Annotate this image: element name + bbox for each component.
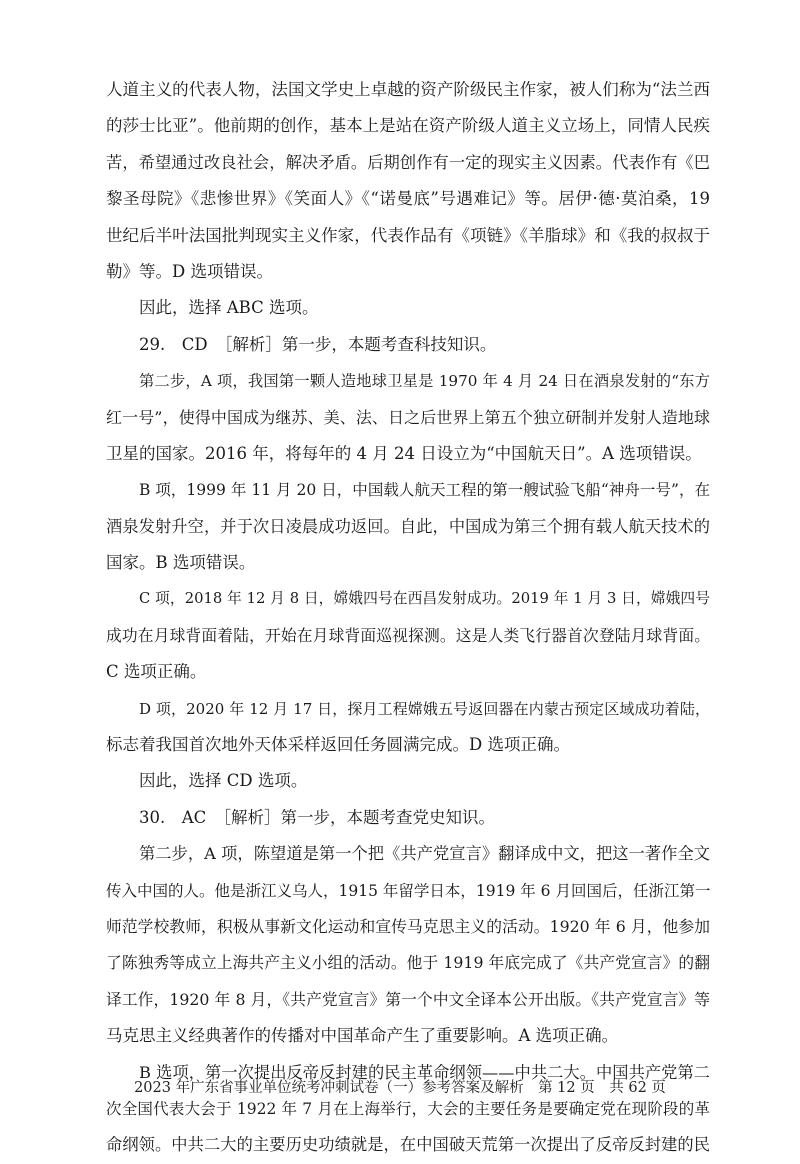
text-line: 传入中国的人。他是浙江义乌人，1915 年留学日本，1919 年 6 月回国后，任浙江第一: [106, 881, 711, 900]
text-line: B 选项，第一次提出反帝反封建的民主革命纲领——中共二大。中国共产党第二: [139, 1062, 710, 1082]
text-line: 了陈独秀等成立上海共产主义小组的活动。他于 1919 年底完成了《共产党宣言》的翻: [106, 953, 710, 973]
text-line: 命纲领。中共二大的主要历史功绩就是，在中国破天荒第一次提出了反帝反封建的民: [106, 1135, 710, 1155]
text-line: B 项，1999 年 11 月 20 日，中国载人航天工程的第一艘试验飞船“神舟一号”，在: [139, 481, 710, 500]
text-line: 译工作，1920 年 8 月，《共产党宣言》第一个中文全译本公开出版。《共产党宣言》等: [106, 989, 710, 1009]
text-line: 标志着我国首次地外天体采样返回任务圆满完成。D 选项正确。: [106, 735, 570, 755]
answer-explanation-text: [106, 72, 710, 1164]
text-line: 勒》等。D 选项错误。: [106, 261, 273, 281]
text-line: 人道主义的代表人物，法国文学史上卓越的资产阶级民主作家，被人们称为“法兰西: [106, 80, 710, 99]
text-line: 的莎士比亚”。他前期的创作，基本上是站在资产阶级人道主义立场上，同情人民疾: [106, 116, 710, 136]
text-line: 第二步，A 项，陈望道是第一个把《共产党宣言》翻译成中文，把这一著作全文: [139, 844, 710, 864]
text-line: 成功在月球背面着陆，开始在月球背面巡视探测。这是人类飞行器首次登陆月球背面。: [106, 625, 710, 645]
text-line: 30. AC ［解析］第一步，本题考查党史知识。: [139, 807, 496, 827]
text-line: 酒泉发射升空，并于次日凌晨成功返回。自此，中国成为第三个拥有载人航天技术的: [106, 516, 710, 536]
text-line: 国家。B 选项错误。: [106, 553, 256, 573]
text-line: 黎圣母院》《悲惨世界》《笑面人》《“诺曼底”号遇难记》等。居伊·德·莫泊桑，19: [106, 189, 710, 209]
text-line: 马克思主义经典著作的传播对中国革命产生了重要影响。A 选项正确。: [106, 1026, 619, 1046]
text-line: 29. CD ［解析］第一步，本题考查科技知识。: [139, 334, 497, 354]
text-line: C 选项正确。: [106, 662, 207, 682]
text-line: 红一号”，使得中国成为继苏、美、法、日之后世界上第五个独立研制并发射人造地球: [106, 407, 710, 427]
text-line: 师范学校教师，积极从事新文化运动和宣传马克思主义的活动。1920 年 6 月，他参加: [106, 916, 710, 936]
text-line: 卫星的国家。2016 年，将每年的 4 月 24 日设立为“中国航天日”。A 选项错误。: [106, 443, 702, 463]
text-line: 第二步，A 项，我国第一颗人造地球卫星是 1970 年 4 月 24 日在酒泉发射的“东方: [139, 372, 710, 391]
text-line: 因此，选择 CD 选项。: [139, 771, 308, 791]
page-footer: 2023 年广东省事业单位统考冲刺试卷（一）参考答案及解析 第 12 页 共 62 页: [134, 1080, 666, 1096]
text-line: 因此，选择 ABC 选项。: [139, 298, 319, 318]
text-line: 世纪后半叶法国批判现实主义作家，代表作品有《项链》《羊脂球》和《我的叔叔于: [106, 225, 710, 245]
text-line: C 项，2018 年 12 月 8 日，嫦娥四号在西昌发射成功。2019 年 1 月 3 日，嫦娥四号: [139, 590, 710, 608]
text-line: D 项，2020 年 12 月 17 日，探月工程嫦娥五号返回器在内蒙古预定区域成功着陆，: [139, 699, 710, 718]
text-line: 苦，希望通过改良社会，解决矛盾。后期创作有一定的现实主义因素。代表作有《巴: [106, 152, 710, 172]
text-line: 次全国代表大会于 1922 年 7 月在上海举行，大会的主要任务是要确定党在现阶段的革: [106, 1099, 710, 1118]
